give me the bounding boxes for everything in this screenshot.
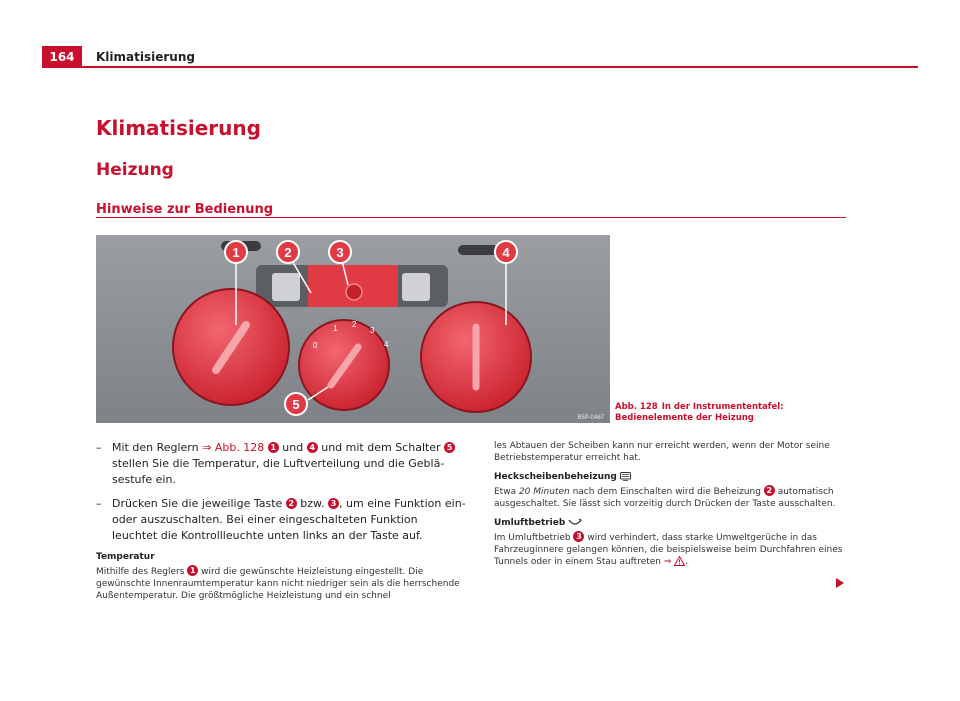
text-segment: Etwa bbox=[494, 487, 519, 497]
next-page-arrow-icon bbox=[836, 578, 844, 588]
dial-mark-4: 4 bbox=[384, 340, 389, 349]
umluft-heading bbox=[494, 518, 854, 528]
callout-2 bbox=[277, 241, 299, 263]
callout-4 bbox=[495, 241, 517, 263]
text-segment: und bbox=[278, 441, 307, 454]
heating-controls-illustration bbox=[96, 235, 610, 423]
callout-1 bbox=[225, 241, 247, 263]
list-item bbox=[96, 496, 466, 544]
header-rule bbox=[82, 66, 918, 68]
text-segment: nach dem Einschalten wird die Beheizung bbox=[569, 487, 764, 497]
callout-ref-2: 2 bbox=[764, 485, 775, 496]
callout-3 bbox=[329, 241, 351, 263]
right-slider bbox=[402, 273, 430, 301]
umluft-paragraph bbox=[494, 531, 854, 568]
callout-ref-2: 2 bbox=[286, 498, 297, 509]
text-segment: , um eine Funktion ein- oder auszuschalten. Bei einer eingeschalteten Funktion leuchtet die Kontrollleuchte unten links an der Taste auf. bbox=[112, 497, 466, 542]
list-dash: – bbox=[96, 497, 102, 510]
chapter-title: Klimatisierung bbox=[96, 116, 261, 140]
subsection-title: Hinweise zur Bedienung bbox=[96, 202, 274, 217]
temperatur-heading: Temperatur bbox=[96, 552, 155, 562]
callout-ref-5: 5 bbox=[444, 442, 455, 453]
right-column bbox=[494, 440, 854, 568]
figure-caption-label: Abb. 128 bbox=[615, 402, 658, 412]
warning-triangle-icon bbox=[674, 556, 685, 566]
callout-ref-3: 3 bbox=[328, 498, 339, 509]
left-slider bbox=[272, 273, 300, 301]
subsection-rule bbox=[96, 217, 846, 218]
continued-paragraph: les Abtauen der Scheiben kann nur erreicht werden, wenn der Motor seine Betriebstemperatur erreicht hat. bbox=[494, 441, 830, 463]
section-title: Heizung bbox=[96, 160, 174, 180]
dial-mark-1: 1 bbox=[333, 324, 338, 333]
figure-code: B5P-0467 bbox=[577, 415, 604, 421]
text-segment: und mit dem Schalter bbox=[317, 441, 445, 454]
text-segment: wird verhindert, dass starke Umweltgerüche in das Fahrzeuginnere gelangen können, die beispielsweise beim Durchfahren eines Tunnels oder in einem Stau auftreten bbox=[494, 533, 843, 567]
air-vent-right bbox=[458, 245, 498, 255]
left-column bbox=[96, 440, 466, 602]
svg-text:3: 3 bbox=[336, 245, 344, 260]
svg-text:5: 5 bbox=[292, 397, 300, 412]
heckscheibe-heading bbox=[494, 472, 854, 482]
text-segment: stellen Sie die Temperatur, die Luftverteilung und die Gebläsestufe ein. bbox=[112, 457, 445, 486]
svg-text:4: 4 bbox=[502, 245, 510, 260]
recirculation-button bbox=[346, 284, 362, 300]
warning-reference-link[interactable]: ⇒ bbox=[663, 557, 672, 567]
recirculation-icon bbox=[568, 518, 582, 527]
text-segment: wird die gewünschte Heizleistung eingestellt. Die gewünschte Innenraumtemperatur kann nicht niedriger sein als die herrschende Außentemperatur. Die größtmögliche Heizleistung und ein schnel bbox=[96, 567, 460, 601]
figure-caption bbox=[615, 402, 850, 424]
duration-emphasis: 20 Minuten bbox=[518, 487, 570, 497]
running-head: Klimatisierung bbox=[96, 50, 195, 64]
callout-ref-1: 1 bbox=[187, 565, 198, 576]
svg-text:1: 1 bbox=[232, 245, 240, 260]
text-segment: Mit den Reglern bbox=[112, 441, 203, 454]
text-segment: bzw. bbox=[296, 497, 329, 510]
umluft-heading-text: Umluftbetrieb bbox=[494, 518, 566, 528]
list-item bbox=[96, 440, 466, 488]
dial-mark-0: 0 bbox=[313, 341, 318, 350]
svg-text:2: 2 bbox=[284, 245, 292, 260]
heating-controls-figure bbox=[96, 235, 610, 423]
text-segment: Mithilfe des Reglers bbox=[96, 567, 188, 577]
callout-ref-3: 3 bbox=[573, 531, 584, 542]
list-dash: – bbox=[96, 441, 102, 454]
temperatur-paragraph bbox=[96, 565, 466, 602]
dial-mark-3: 3 bbox=[370, 326, 375, 335]
text-segment: . bbox=[685, 557, 689, 567]
heckscheibe-paragraph bbox=[494, 485, 854, 510]
callout-ref-4: 4 bbox=[307, 442, 318, 453]
rear-window-heater-icon bbox=[620, 472, 631, 481]
callout-ref-1: 1 bbox=[268, 442, 279, 453]
figure-caption-text: In der Instrumententafel: Bedienelemente der Heizung bbox=[615, 402, 784, 423]
dial-mark-2: 2 bbox=[352, 320, 357, 329]
figure-reference-link[interactable]: ⇒ Abb. 128 bbox=[202, 441, 265, 454]
text-segment: automatisch ausgeschaltet. Sie lässt sich vorzeitig durch Drücken der Taste ausschalten. bbox=[494, 487, 836, 509]
text-segment: Drücken Sie die jeweilige Taste bbox=[112, 497, 286, 510]
page-number: 164 bbox=[42, 46, 82, 68]
text-segment: Im Umluftbetrieb bbox=[494, 533, 574, 543]
callout-5 bbox=[285, 393, 307, 415]
heckscheibe-heading-text: Heckscheibenbeheizung bbox=[494, 472, 617, 482]
